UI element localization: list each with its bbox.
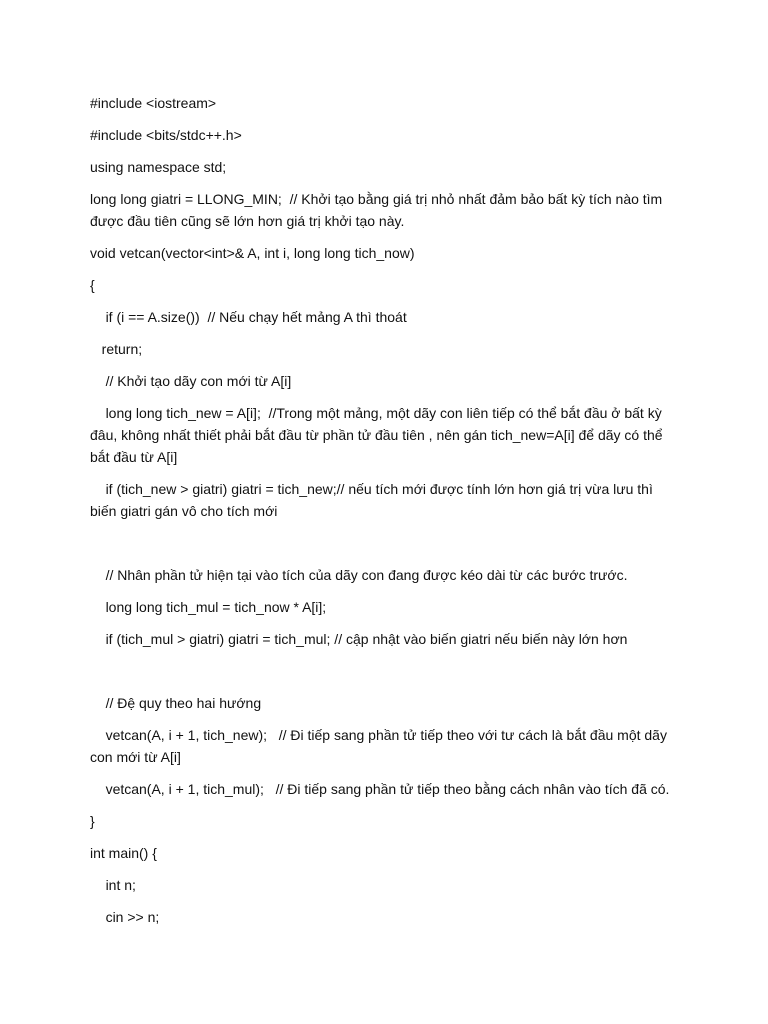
code-line: long long giatri = LLONG_MIN; // Khởi tạo bằng giá trị nhỏ nhất đảm bảo bất kỳ tích nào tìm được đầu tiên cũng sẽ lớn hơn giá trị khởi tạo này. — [90, 191, 667, 229]
code-line: // Nhân phần tử hiện tại vào tích của dãy con đang được kéo dài từ các bước trước. — [90, 567, 628, 583]
code-line: vetcan(A, i + 1, tich_mul); // Đi tiếp sang phần tử tiếp theo bằng cách nhân vào tích đã có. — [90, 781, 670, 797]
code-line: // Đệ quy theo hai hướng — [90, 695, 262, 711]
document-body — [90, 92, 670, 938]
code-line: long long tich_mul = tich_now * A[i]; — [90, 599, 327, 615]
code-line: if (tich_new > giatri) giatri = tich_new;// nếu tích mới được tính lớn hơn giá trị vừa lưu thì biến giatri gán vô cho tích mới — [90, 481, 657, 519]
code-line: if (tich_mul > giatri) giatri = tich_mul; // cập nhật vào biến giatri nếu biến này lớn hơn — [90, 631, 628, 647]
code-line: int n; — [90, 877, 136, 893]
code-line: void vetcan(vector<int>& A, int i, long long tich_now) — [90, 245, 415, 261]
blank-line — [90, 532, 670, 554]
code-line: #include <bits/stdc++.h> — [90, 127, 242, 143]
code-line: cin >> n; — [90, 909, 160, 925]
code-line: } — [90, 813, 95, 829]
code-line: using namespace std; — [90, 159, 227, 175]
code-line: long long tich_new = A[i]; //Trong một mảng, một dãy con liên tiếp có thể bắt đầu ở bất kỳ đâu, không nhất thiết phải bắt đầu từ phần tử đầu tiên , nên gán tich_new=A[i] để dãy có thể bắt đầu từ A[i] — [90, 405, 667, 465]
code-line: return; — [90, 341, 143, 357]
code-line: { — [90, 277, 95, 293]
code-line: vetcan(A, i + 1, tich_new); // Đi tiếp sang phần tử tiếp theo với tư cách là bắt đầu một dãy con mới từ A[i] — [90, 727, 671, 765]
code-line: int main() { — [90, 845, 157, 861]
code-line: if (i == A.size()) // Nếu chạy hết mảng A thì thoát — [90, 309, 407, 325]
code-line: #include <iostream> — [90, 95, 217, 111]
code-line: // Khởi tạo dãy con mới từ A[i] — [90, 373, 292, 389]
blank-line — [90, 660, 670, 682]
